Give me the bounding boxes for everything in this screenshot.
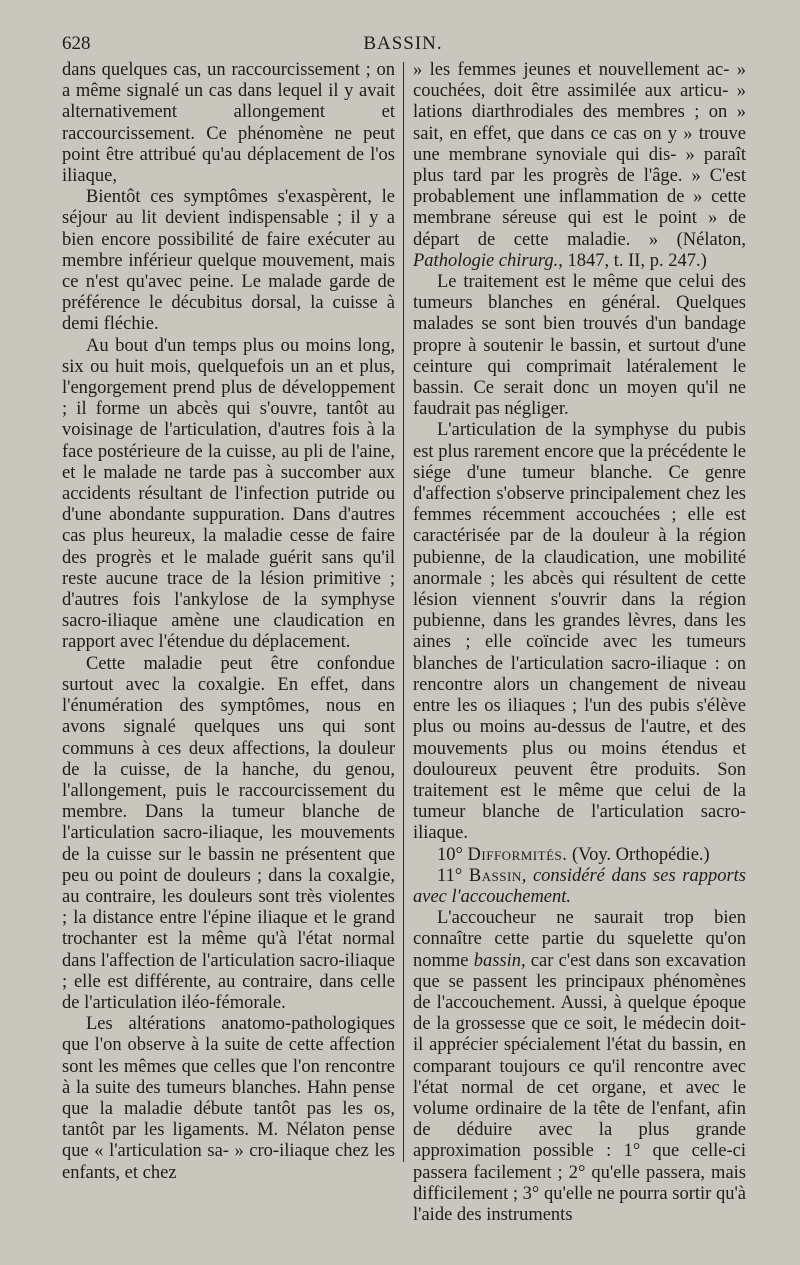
paragraph: Le traitement est le même que celui des tumeurs blanches en général. Quelques malades se sont bien trouvés d'un bandage propre à soutenir le bassin, et surtout d'une ceinture qui comprimait latéralement le bassin. Ce serait donc un moyen qu'il ne faudrait pas négliger. <box>413 272 746 420</box>
paragraph-text: L'accoucheur ne saurait trop bien connaître cette partie du squelette qu'on nomme <box>413 908 746 971</box>
citation-title: Pathologie chirurg. <box>413 250 559 271</box>
section-heading-10 <box>413 845 746 866</box>
section-title: Difformités. <box>467 844 568 865</box>
paragraph: Les altérations anatomo-pathologiques que l'on observe à la suite de cette affection sont les mêmes que celles que l'on rencontre à la suite des tumeurs blanches. Hahn pense que la maladie débute tantôt pas les os, tantôt par les ligaments. M. Nélaton pense que « l'articulation sa- » cro-iliaque chez les enfants, et chez <box>62 1014 395 1183</box>
column-divider <box>403 62 404 1162</box>
paragraph <box>413 908 746 1226</box>
emphasized-term: bassin <box>473 950 521 971</box>
running-title: BASSIN. <box>363 33 443 54</box>
section-number: 11° <box>437 865 463 886</box>
paragraph-text: , car c'est dans son excavation que se passent les principaux phénomènes de l'accouchement. Aussi, à quelque époque de la grossesse que ce soit, le médecin doit-il apprécier spécialement l'état du bassin, en comparant toujours ce qu'il rencontre avec l'état normal de cet organe, et avec le volume ordinaire de la tête de l'enfant, afin de déduire avec la plus grande approximation possible : 1° que celle-ci passera facilement ; 2° qu'elle passera, mais difficilement ; 3° qu'elle ne pourra sortir qu'à l'aide des instruments <box>413 950 746 1225</box>
paragraph: L'articulation de la symphyse du pubis est plus rarement encore que la précédente le siége d'une tumeur blanche. Ce genre d'affection s'observe principalement chez les femmes récemment accouchées ; elle est caractérisée par de la douleur à la région pubienne, de la claudication, une mobilité anormale ; les abcès qui résultent de cette lésion viennent s'ouvrir dans la région pubienne, dans les grandes lèvres, dans les aines ; elle coïncide avec les tumeurs blanches de l'articulation sacro-iliaque : on rencontre alors un changement de niveau entre les os iliaques ; l'un des pubis s'élève plus ou moins au-dessus de l'autre, et des mouvements plus ou moins étendus et douloureux peuvent être produits. Son traitement est le même que celui de la tumeur blanche de l'articulation sacro-iliaque. <box>413 420 746 844</box>
paragraph: Bientôt ces symptômes s'exaspèrent, le séjour au lit devient indispensable ; il y a bien encore possibilité de faire exécuter au membre inférieur quelque mouvement, mais ce n'est qu'avec peine. Le malade garde de préférence le décubitus dorsal, la cuisse à demi fléchie. <box>62 187 395 335</box>
section-heading-11 <box>413 866 746 908</box>
page-number: 628 <box>62 33 91 54</box>
section-title: Bassin <box>468 865 522 886</box>
citation-details: , 1847, t. II, p. 247.) <box>558 250 707 271</box>
quotation-text: » les femmes jeunes et nouvellement ac- » couchées, doit être assimilée aux articu- » lations diarthrodiales des membres ; on » sait, en effet, que dans ce cas on y » trouve une membrane synoviale qui dis- » paraît plus tard par les progrès de l'âge. » C'est probablement une inflammation de » cette membrane séreuse qui est le point » de départ de cette maladie. » (Nélaton, <box>413 60 746 250</box>
right-column <box>413 60 746 1226</box>
paragraph: Cette maladie peut être confondue surtout avec la coxalgie. En effet, dans l'énumération des symptômes, nous en avons signalé quelques uns qui sont communs à ces deux affections, la douleur de la cuisse, de la hanche, du genou, l'allongement, puis le raccourcissement du membre. Dans la tumeur blanche de l'articulation sacro-iliaque, les mouvements de la cuisse sur le bassin ne présentent que peu ou point de douleurs ; dans la coxalgie, au contraire, les douleurs sont très violentes ; la distance entre l'épine iliaque et le grand trochanter est la même qu'à l'état normal dans l'affection de l'articulation sacro-iliaque ; elle est différente, au contraire, dans celle de l'articulation iléo-fémorale. <box>62 653 395 1013</box>
cross-reference: (Voy. Orthopédie.) <box>572 844 710 865</box>
paragraph: Au bout d'un temps plus ou moins long, six ou huit mois, quelquefois un an et plus, l'engorgement prend plus de développement ; il forme un abcès qui s'ouvre, tantôt au voisinage de l'articulation, d'autres fois à la face postérieure de la cuisse, au pli de l'aine, et le malade ne tarde pas à succomber aux accidents résultant de l'infection putride ou d'une abondante suppuration. Dans d'autres cas plus heureux, la maladie cesse de faire des progrès et le malade guérit sans qu'il reste aucune trace de la lésion primitive ; d'autres fois l'ankylose de la symphyse sacro-iliaque amène une claudication en rapport avec l'étendue du déplacement. <box>62 335 395 653</box>
quotation <box>413 60 746 272</box>
section-number: 10° <box>437 844 463 865</box>
page-header <box>62 33 744 55</box>
paragraph: dans quelques cas, un raccourcissement ; on a même signalé un cas dans lequel il y avait alternativement allongement et raccourcissement. Ce phénomène ne peut point être attribué qu'au déplacement de l'os iliaque, <box>62 60 395 187</box>
left-column <box>62 60 395 1184</box>
section-subtitle: , considéré dans ses rapports avec l'accouchement. <box>413 865 746 907</box>
